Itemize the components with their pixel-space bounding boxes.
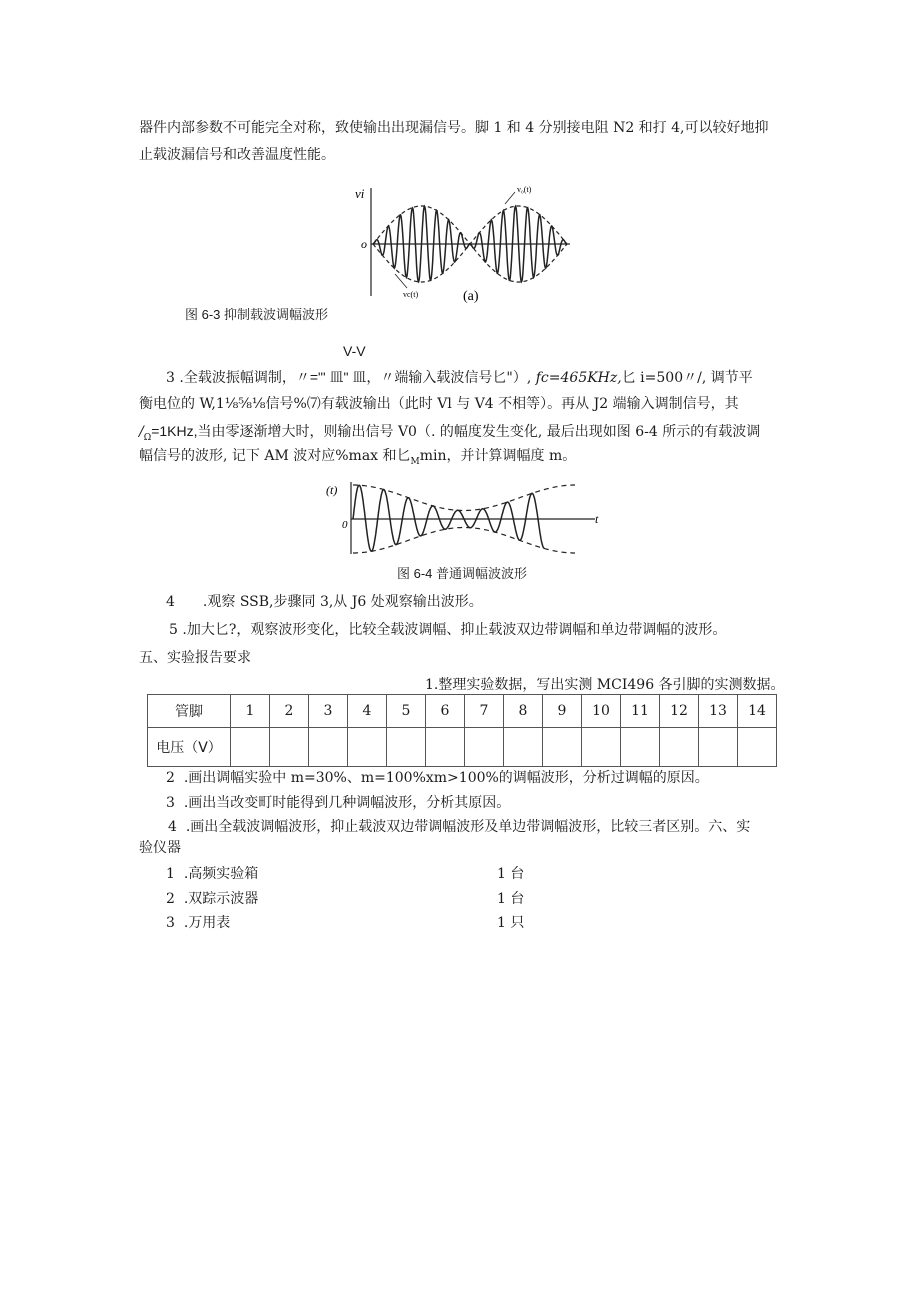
fig63-label-o: o (361, 237, 367, 251)
step3-line-4 (139, 446, 576, 472)
report3-text: .画出当改变町时能得到几种调幅波形，分析其原因。 (183, 795, 511, 811)
step3-l1-a: .全载波振幅调制， (179, 370, 296, 386)
table-row-voltage (148, 728, 777, 767)
instrument-name: .高频实验箱 (183, 866, 259, 882)
step3-l1-b: 〃="' 皿" 皿， (295, 369, 381, 385)
table-cell-pin: 13 (699, 695, 738, 728)
step3-f-omega: / (139, 424, 144, 440)
table-cell-pin: 7 (465, 695, 504, 728)
table-cell-pin: 10 (582, 695, 621, 728)
report-item-3 (166, 793, 510, 813)
step3-l3-freq: =1KHz, (151, 423, 198, 439)
pin-voltage-table (147, 694, 777, 767)
report4-text: .画出全载波调幅波形，抑止载波双边带调幅波形及单边带调幅波形，比较三者区别。六、实 (185, 819, 751, 835)
section-5-title: 五、实验报告要求 (139, 650, 251, 666)
table-cell-pin: 12 (660, 695, 699, 728)
table-cell-pin: 14 (738, 695, 777, 728)
table-cell-voltage (231, 728, 270, 767)
report2-number: 2 (166, 770, 175, 786)
table-cell-pin: 11 (621, 695, 660, 728)
report-item-4 (168, 817, 750, 837)
table-cell-voltage (543, 728, 582, 767)
instrument-row-2 (166, 889, 258, 909)
step3-line-2: 衡电位的 W,1⅛⅝⅛信号%⑺有载波输出（此时 Vl 与 V4 不相等）。再从 J2 端输入调制信号，其 (139, 396, 739, 412)
figure-6-4-am-waveform (320, 478, 605, 564)
table-cell-voltage (738, 728, 777, 767)
report-item-4-cont: 验仪器 (139, 840, 181, 856)
fig63-vo-leader (505, 192, 515, 204)
table-cell-voltage (621, 728, 660, 767)
step3-l1-e: 匕 i=500〃/, 调节平 (621, 370, 753, 386)
fig63-label-v: vi (355, 186, 365, 201)
table-cell-voltage (309, 728, 348, 767)
fig63-label-vo: v₀(t) (517, 185, 532, 194)
step3-omega-sub: Ω (143, 432, 152, 443)
step3-line-3 (139, 421, 760, 448)
fig63-label-a: (a) (463, 289, 479, 304)
report-item-1: 1.整理实验数据，写出实测 MCI496 各引脚的实测数据。 (425, 677, 785, 693)
table-header-pin: 管脚 (148, 695, 231, 728)
instrument-qty-3: 1 只 (497, 915, 525, 931)
table-cell-voltage (582, 728, 621, 767)
table-cell-voltage (699, 728, 738, 767)
table-cell-pin: 2 (270, 695, 309, 728)
figure-6-3-caption: 图 6-3 抑制载波调幅波形 (185, 307, 329, 322)
table-cell-voltage (387, 728, 426, 767)
table-cell-voltage (504, 728, 543, 767)
step4-text: .观察 SSB,步骤同 3,从 J6 处观察输出波形。 (202, 594, 483, 610)
report2-text: .画出调幅实验中 m=30%、m=100%xm>100%的调幅波形，分析过调幅的原因。 (183, 770, 709, 786)
instrument-qty-1: 1 台 (497, 866, 525, 882)
step3-l4-b: min，并计算调幅度 m。 (419, 448, 577, 464)
figure-6-4-caption: 图 6-4 普通调幅波波形 (397, 566, 528, 581)
instrument-name: .万用表 (183, 915, 231, 931)
table-header-voltage: 电压（V） (148, 728, 231, 767)
step4 (166, 592, 483, 612)
table-row-pins (148, 695, 777, 728)
table-cell-voltage (270, 728, 309, 767)
table-cell-voltage (426, 728, 465, 767)
step3-number: 3 (166, 370, 175, 386)
step5-number: 5 (169, 622, 178, 638)
report3-number: 3 (166, 795, 175, 811)
report-item-2 (166, 768, 709, 788)
step3-l4-a: 幅信号的波形, 记下 AM 波对应%max 和匕 (139, 448, 411, 464)
table-cell-pin: 8 (504, 695, 543, 728)
instrument-number: 1 (166, 866, 175, 882)
instrument-number: 2 (166, 891, 175, 907)
table-cell-voltage (660, 728, 699, 767)
instrument-qty-2: 1 台 (497, 891, 525, 907)
step4-number: 4 (166, 594, 175, 610)
intro-line-2: 止载波漏信号和改善温度性能。 (139, 147, 335, 163)
step3-l3-c: 当由零逐渐增大时，则输出信号 V0（. 的幅度发生变化, 最后出现如图 6-4 所示的有载波调 (197, 424, 761, 440)
fig64-label-0: 0 (342, 519, 348, 531)
fig64-label-t: (t) (326, 483, 338, 497)
step3-fc: fc=465KHz, (535, 370, 622, 386)
step3-l1-c: 〃端输入载波信号匕"）, (380, 370, 532, 386)
table-cell-pin: 3 (309, 695, 348, 728)
step3-overline: V-V (343, 343, 366, 359)
step5-text: .加大匕?，观察波形变化，比较全载波调幅、抑止载波双边带调幅和单边带调幅的波形。 (182, 622, 727, 638)
fig63-label-vc: vc(t) (403, 290, 419, 299)
table-cell-pin: 5 (387, 695, 426, 728)
instrument-row-3 (166, 913, 230, 933)
table-cell-voltage (465, 728, 504, 767)
intro-line-1: 器件内部参数不可能完全对称，致使输出出现漏信号。脚 1 和 4 分别接电阻 N2 和打 4,可以较好地抑 (139, 120, 769, 136)
table-cell-pin: 6 (426, 695, 465, 728)
instrument-name: .双踪示波器 (183, 891, 259, 907)
instrument-row-1 (166, 864, 258, 884)
figure-6-3-suppressed-carrier-waveform (355, 178, 575, 304)
table-cell-pin: 9 (543, 695, 582, 728)
report4-number: 4 (168, 819, 177, 835)
fig64-label-t-axis: t (595, 512, 599, 526)
step3-line-1 (166, 367, 753, 388)
step3-m-sub: M (410, 456, 420, 467)
table-cell-pin: 4 (348, 695, 387, 728)
step5 (169, 620, 726, 640)
instrument-number: 3 (166, 915, 175, 931)
fig64-am-wave (353, 485, 544, 551)
table-cell-pin: 1 (231, 695, 270, 728)
table-cell-voltage (348, 728, 387, 767)
